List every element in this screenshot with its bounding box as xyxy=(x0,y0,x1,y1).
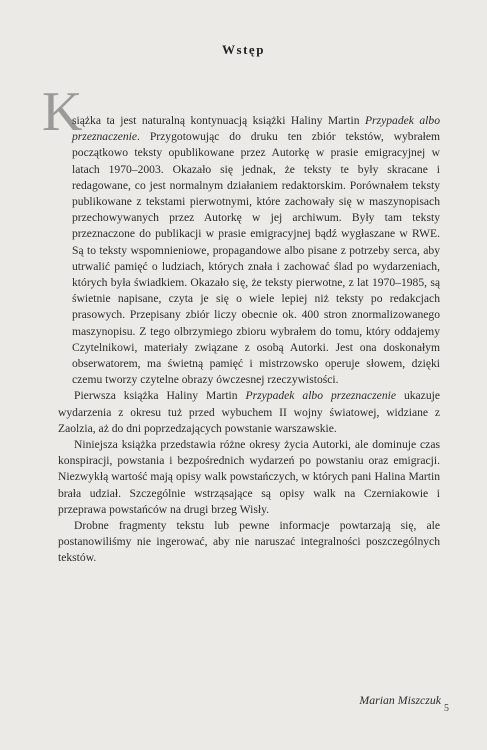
paragraph-1-text-b: . Przygotowując do druku ten zbiór tekstów, wybrałem początkowo teksty opublikowane przez Autorkę w prasie emigracyjnej w latach 1970–2003. Okazało się jednak, że teksty te były skracane i redagowane, co jest normalnym działaniem redaktorskim. Porównałem teksty publikowane z tekstami pierwotnymi, które zachowały się w maszynopisach przechowywanych przez Autorkę w jej archiwum. Były tam teksty przeznaczone do publikacji w prasie emigracyjnej bądź wygłaszane w RWE. Są to teksty wspomnieniowe, propagandowe albo pisane z potrzeby serca, aby utrwalić pamięć o ludziach, których znała i zachować ślad po wydarzeniach, których była świadkiem. Okazało się, że teksty pierwotne, z lat 1970–1985, są świetnie napisane, czyta je się o wiele lepiej niż teksty po redakcjach prasowych. Przepisany zbiór liczy obecnie ok. 400 stron znormalizowanego maszynopisu. Z tego olbrzymiego zbioru wybrałem do tomu, który oddajemy Czytelnikowi, materiały związane z osobą Autorki. Jest ona doskonałym obserwatorem, ma świetną pamięć i mistrzowsko operuje słowem, dzięki czemu tworzy czytelne obrazy ówczesnej rzeczywistości. xyxy=(72,130,440,387)
page-title: Wstęp xyxy=(222,42,265,57)
paragraph-1-text-a: siążka ta jest naturalną kontynuacją książki Haliny Martin xyxy=(72,114,365,127)
author-signature: Marian Miszczuk xyxy=(359,693,441,707)
paragraph-2 xyxy=(58,388,440,437)
book-title-reference: Przypadek albo przeznaczenie xyxy=(72,114,440,144)
book-title-reference-2: Przypadek albo przeznaczenie xyxy=(245,389,396,403)
page-number: 5 xyxy=(444,703,449,714)
paragraph-2-text-b: ukazuje wydarzenia z okresu tuż przed wybuchem II wojny światowej, widziane z Zaolzia, aż do dni poprzedzających powstanie warszawskie. xyxy=(58,389,440,435)
paragraph-1 xyxy=(58,113,440,388)
paragraph-4: Drobne fragmenty tekstu lub pewne informacje powtarzają się, ale postanowiliśmy nie ingerować, aby nie naruszać integralności poszczególnych tekstów. xyxy=(58,519,440,565)
paragraph-2-text-a: Pierwsza książka Haliny Martin xyxy=(74,389,246,403)
drop-cap: K xyxy=(42,81,83,143)
paragraph-1-lead xyxy=(58,113,440,388)
paragraph-3: Niniejsza książka przedstawia różne okresy życia Autorki, ale dominuje czas konspiracji, powstania i bezpośrednich wydarzeń po powstaniu oraz emigracji. Niezwykłą wartość mają opisy walk powstańczych, w których pani Halina Martin brała udział. Szczególnie wstrząsające są opisy walk na Czerniakowie i przeprawa powstańców na drugi brzeg Wisły. xyxy=(58,438,440,516)
body-text xyxy=(58,113,440,567)
